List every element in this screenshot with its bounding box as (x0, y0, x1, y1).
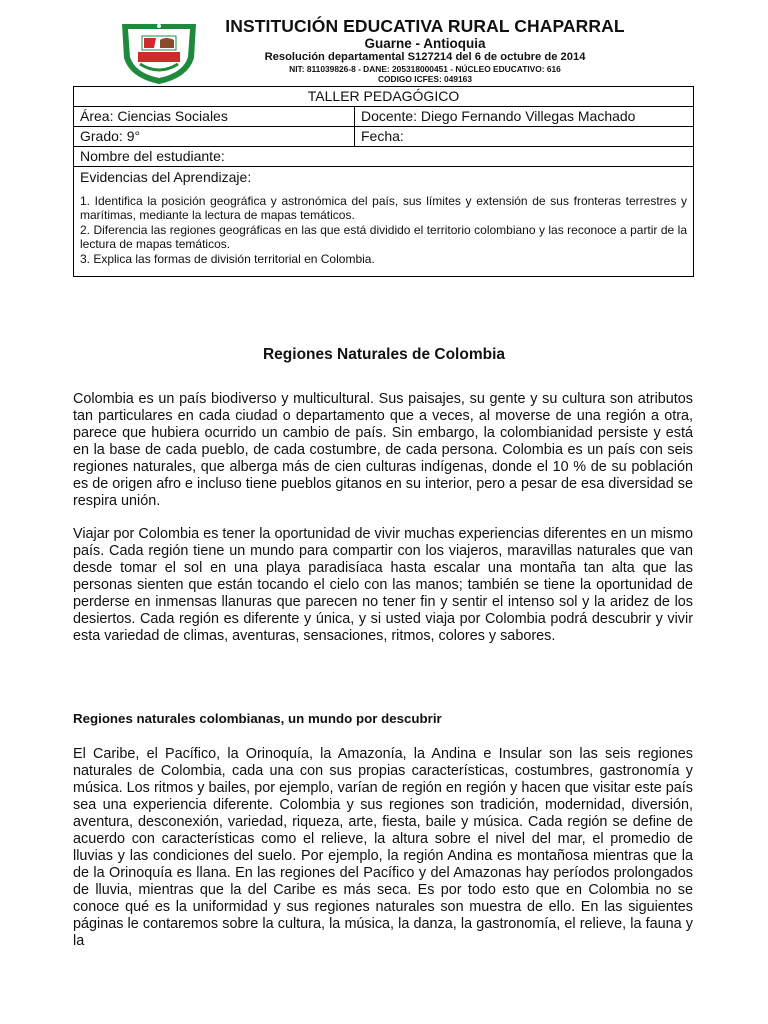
area-cell: Área: Ciencias Sociales (74, 107, 355, 127)
evidence-item: 3. Explica las formas de división territorial en Colombia. (80, 251, 375, 266)
evidence-item: 2. Diferencia las regiones geográficas en las que está dividido el territorio colombiano y las reconoce a partir de la lectura de mapas temáticos. (80, 222, 687, 252)
workshop-info-table (73, 86, 694, 277)
section-subheading: Regiones naturales colombianas, un mundo por descubrir (73, 711, 442, 726)
workshop-title: TALLER PEDAGÓGICO (74, 87, 694, 107)
grade-cell: Grado: 9° (74, 127, 355, 147)
institution-codes: NIT: 811039826-8 - DANE: 205318000451 - NÚCLEO EDUCATIVO: 616 (289, 64, 561, 74)
teacher-cell: Docente: Diego Fernando Villegas Machado (355, 107, 694, 127)
paragraph-travel: Viajar por Colombia es tener la oportunidad de vivir muchas experiencias diferentes en un mismo país. Cada región tiene un mundo para compartir con los viajeros, maravillas naturales que van desde tomar el sol en una playa paradisíaca hasta escalar una montaña tan alta que las personas sienten que están tocando el cielo con las manos; también se tiene la oportunidad de perderse en inmensas llanuras que parecen no tener fin y sentir el intenso sol y la aridez de los desiertos. Cada región es diferente y única, y si usted viaja por Colombia podrá descubrir y vivir esta variedad de climas, aventuras, sensaciones, ritmos, colores y sabores. (73, 526, 693, 644)
evidence-cell (74, 167, 694, 277)
paragraph-regions: El Caribe, el Pacífico, la Orinoquía, la Amazonía, la Andina e Insular son las seis regiones naturales de Colombia, cada una con sus propias características, costumbres, gastronomía y música. Los ritmos y bailes, por ejemplo, varían de región en región y hacen que visitar este país sea una experiencia diferente. Colombia y sus regiones son tradición, modernidad, diversión, aventura, desconexión, variedad, riqueza, arte, fiesta, baile y música. Cada región se define de acuerdo con características como el relieve, la altura sobre el nivel del mar, el promedio de lluvias y las condiciones del suelo. Por ejemplo, la región Andina es montañosa mientras que la de la Orinoquía es llana. En las regiones del Pacífico y del Amazonas hay períodos prolongados de lluvia, mientras que la del Caribe es más seca. Es por todo esto que en Colombia no se conoce qué es la uniformidad y sus regiones naturales son muestra de ello. En las siguientes páginas le contaremos sobre la cultura, la música, la danza, la gastronomía, el relieve, la fauna y la (73, 746, 693, 949)
institution-location: Guarne - Antioquia (364, 36, 486, 51)
evidence-list (80, 194, 687, 266)
page-title: Regiones Naturales de Colombia (262, 346, 506, 363)
institution-resolution: Resolución departamental S127214 del 6 de octubre de 2014 (264, 51, 586, 63)
school-crest-logo (118, 18, 200, 86)
evidence-heading: Evidencias del Aprendizaje: (80, 169, 252, 185)
date-cell: Fecha: (355, 127, 694, 147)
institution-name: INSTITUCIÓN EDUCATIVA RURAL CHAPARRAL (225, 16, 625, 36)
institution-icfes: CODIGO ICFES: 049163 (377, 74, 473, 84)
evidence-item: 1. Identifica la posición geográfica y astronómica del país, sus límites y extensión de sus fronteras terrestres y marítimas, mediante la lectura de mapas temáticos. (80, 194, 687, 223)
institution-header (210, 16, 640, 84)
student-name-cell: Nombre del estudiante: (74, 147, 694, 167)
paragraph-intro: Colombia es un país biodiverso y multicultural. Sus paisajes, su gente y su cultura son atributos tan particulares en cada ciudad o departamento que a veces, al moverse de una región a otra, parece que hubiera ocurrido un cambio de país. Sin embargo, la colombianidad persiste y está en la base de cada pueblo, de cada costumbre, de cada persona. Colombia es un país con seis regiones naturales, que alberga más de cien culturas indígenas, donde el 10 % de su población es de origen afro e incluso tiene pueblos gitanos en su interior, pero a pesar de esa diversidad se respira unión. (73, 391, 693, 509)
